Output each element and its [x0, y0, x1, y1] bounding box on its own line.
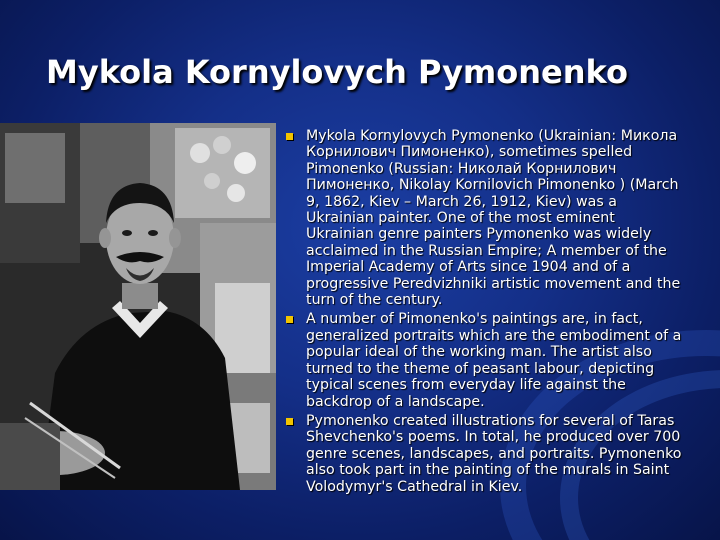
bullet-text: Pymonenko created illustrations for several of Taras Shevchenko's poems. In total, he produced over 700 genre scenes, landscapes, and portraits. Pymonenko also took part in the painting of the murals in Saint Volodymyr's Cathedral in Kiev. [306, 412, 682, 495]
bullet-icon [286, 418, 293, 425]
bullet-item [285, 413, 685, 495]
bullet-icon [286, 316, 293, 323]
slide-title: Mykola Kornylovych Pymonenko [46, 53, 628, 91]
bullet-list [285, 128, 685, 498]
bullet-item [285, 128, 685, 308]
bullet-icon [286, 133, 293, 140]
bullet-item [285, 311, 685, 409]
bullet-text: A number of Pimonenko's paintings are, in fact, generalized portraits which are the embodiment of a popular ideal of the working man. The artist also turned to the theme of peasant labour, depicting typical scenes from everyday life against the backdrop of a landscape. [306, 311, 682, 410]
portrait-photo [0, 123, 276, 490]
bullet-text: Mykola Kornylovych Pymonenko (Ukrainian: Микола Корнилович Пимоненко), sometimes spelled Pimonenko (Russian: Николай Корнилович Пимоненко, Nikolay Kornilovich Pimonenko ) (March 9, 1862, Kiev – March 26, 1912, Kiev) was a Ukrainian painter. One of the most eminent Ukrainian genre painters Pymonenko was widely acclaimed in the Russian Empire; A member of the Imperial Academy of Arts since 1904 and of a progressive Peredvizhniki artistic movement and the turn of the century. [306, 128, 681, 309]
